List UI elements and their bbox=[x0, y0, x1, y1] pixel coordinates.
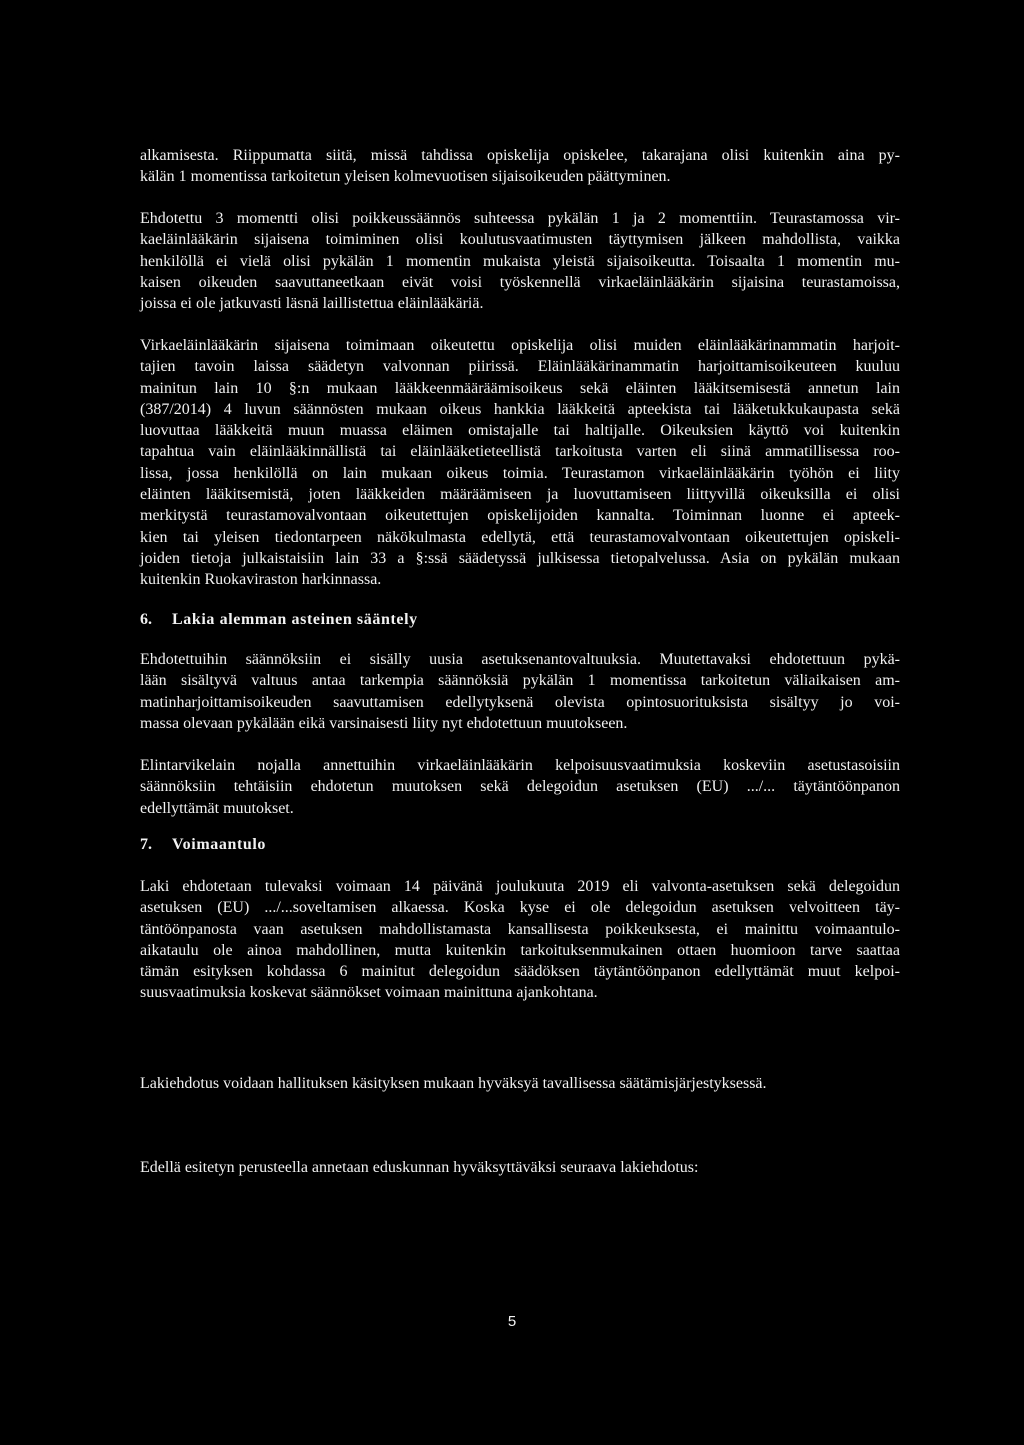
text-line: tajien tavoin laissa säädetyn valvonnan piirissä. Eläinlääkärinammatin harjoittamisoikeuteen kuuluu bbox=[140, 358, 900, 376]
section-title: Voimaantulo bbox=[172, 836, 267, 853]
text-line: luovuttaa lääkkeitä muun muassa eläimen omistajalle tai haltijalle. Oikeuksien käyttö voi kuitenkin bbox=[140, 422, 900, 440]
text-line: Virkaeläinlääkärin sijaisena toimimaan oikeutettu opiskelija olisi muiden eläinlääkärinammatin harjoit- bbox=[140, 337, 900, 354]
text-line: Ehdotettu 3 momentti olisi poikkeussäännös suhteessa pykälän 1 ja 2 momenttiin. Teurastamossa vir- bbox=[140, 210, 900, 227]
paragraph-continuation bbox=[140, 145, 900, 188]
section-heading-7 bbox=[140, 834, 266, 855]
text-line: henkilöllä ei vielä olisi pykälän 1 momentin mukaista yleistä sijaisoikeutta. Toisaalta 1 momentin mu- bbox=[140, 252, 900, 270]
text-line: kaeläinlääkärin sijaisena toimiminen olisi koulutusvaatimusten täyttymisen jälkeen mahdollista, vaikka bbox=[140, 231, 900, 249]
text-line: matinharjoittamisoikeuden saavuttamisen edellytyksenä olevista opintosuorituksista sisältyy jo voi- bbox=[140, 693, 900, 711]
text-line: massa olevaan pykälään eikä varsinaisesti liity nyt ehdotettuun muutokseen. bbox=[140, 714, 628, 732]
text-line: kälän 1 momentissa tarkoitetun yleisen kolmevuotisen sijaisoikeuden päättyminen. bbox=[140, 168, 671, 186]
text-line: aikataulu ole ainoa mahdollinen, mutta kuitenkin tarkoituksenmukainen ottaen huomioon tarve saattaa bbox=[140, 941, 900, 959]
text-line: kien tai yleisen tiedontarpeen näkökulmasta edellytä, että teurastamovalvontaan oikeutettujen opiskeli- bbox=[140, 528, 900, 546]
text-line: lissa, jossa henkilöllä on lain mukaan oikeus toimia. Teurastamon virkaeläinlääkärin työhön ei liity bbox=[140, 464, 900, 482]
text-line: tämän esityksen kohdassa 6 mainitut delegoidun säädöksen täytäntöönpanon edellyttämät muut kelpoi- bbox=[140, 963, 900, 981]
page-number: 5 bbox=[507, 1313, 517, 1330]
text-line: suusvaatimuksia koskevat säännökset voimaan mainittuna ajankohtana. bbox=[140, 984, 598, 1002]
text-line: Edellä esitetyn perusteella annetaan eduskunnan hyväksyttäväksi seuraava lakiehdotus: bbox=[140, 1159, 699, 1176]
section-title: Lakia alemman asteinen sääntely bbox=[172, 611, 418, 628]
paragraph-regulations bbox=[140, 649, 900, 734]
paragraph-supervision bbox=[140, 335, 900, 591]
text-line: (387/2014) 4 luvun säännösten mukaan oikeus hankkia lääkkeitä apteekista tai lääketukkukaupasta sekä bbox=[140, 400, 900, 418]
section-number: 7. bbox=[140, 836, 152, 853]
text-line: asetuksen (EU) .../...soveltamisen alkaessa. Koska kyse ei ole delegoidun asetuksen velvoitteen täy- bbox=[140, 899, 900, 917]
section-number: 6. bbox=[140, 611, 152, 628]
text-line: merkitystä teurastamovalvontaan oikeutettujen opiskelijoiden kannalta. Toiminnan luonne ei apteek- bbox=[140, 507, 900, 525]
text-line: Lakiehdotus voidaan hallituksen käsityksen mukaan hyväksyä tavallisessa säätämisjärjestyksessä. bbox=[140, 1075, 767, 1092]
paragraph-entry-into-force bbox=[140, 876, 900, 1004]
text-line: Laki ehdotetaan tulevaksi voimaan 14 päivänä joulukuuta 2019 eli valvonta-asetuksen sekä delegoidun bbox=[140, 878, 900, 895]
paragraph-section-3-exception bbox=[140, 208, 900, 314]
paragraph-legislative-order bbox=[140, 1073, 900, 1094]
text-line: tapahtua vain eläinlääkinnällistä tai eläinlääketieteellistä tarkoitusta varten eli siinä ammatillisessa roo- bbox=[140, 443, 900, 461]
text-line: kaisen oikeuden saavuttaneetkaan eivät voisi työskennellä virkaeläinlääkärin sijaisina teurastamoissa, bbox=[140, 273, 900, 291]
text-line: Ehdotettuihin säännöksiin ei sisälly uusia asetuksenantovaltuuksia. Muutettavaksi ehdotettuun pykä- bbox=[140, 651, 900, 668]
paragraph-proposal-intro bbox=[140, 1157, 900, 1178]
text-line: alkamisesta. Riippumatta siitä, missä tahdissa opiskelija opiskelee, takarajana olisi kuitenkin aina py- bbox=[140, 147, 900, 164]
paragraph-food-law bbox=[140, 755, 900, 819]
section-heading-6 bbox=[140, 609, 418, 630]
text-line: lään sisältyvä valtuus antaa tarkempia säännöksiä pykälän 1 momentissa tarkoitetun väliaikaisen am- bbox=[140, 672, 900, 690]
text-line: kuitenkin Ruokaviraston harkinnassa. bbox=[140, 571, 382, 589]
text-line: edellyttämät muutokset. bbox=[140, 799, 294, 817]
text-line: joiden tietoja julkaistaisiin lain 33 a §:ssä säädetyssä julkisessa tietopalvelussa. Asia on pykälän mukaan bbox=[140, 549, 900, 567]
text-line: Elintarvikelain nojalla annettuihin virkaeläinlääkärin kelpoisuusvaatimuksia koskeviin asetustasoisiin bbox=[140, 757, 900, 774]
text-line: joissa ei ole jatkuvasti läsnä laillistettua eläinlääkäriä. bbox=[140, 295, 484, 313]
text-line: mainitun lain 10 §:n mukaan lääkkeenmääräämisoikeus sekä eläinten lääkitsemisestä annetun lain bbox=[140, 379, 900, 397]
text-line: säännöksiin tehtäisiin ehdotetun muutoksen sekä delegoidun asetuksen (EU) .../... täytäntöönpanon bbox=[140, 778, 900, 796]
text-line: täntöönpanosta vaan asetuksen mahdollistamasta kansallisesta poikkeuksesta, ei mainittu voimaantulo- bbox=[140, 920, 900, 938]
text-line: eläinten lääkitsemistä, joten lääkkeiden määräämiseen ja luovuttamiseen liittyvillä oikeuksilla ei olisi bbox=[140, 486, 900, 504]
